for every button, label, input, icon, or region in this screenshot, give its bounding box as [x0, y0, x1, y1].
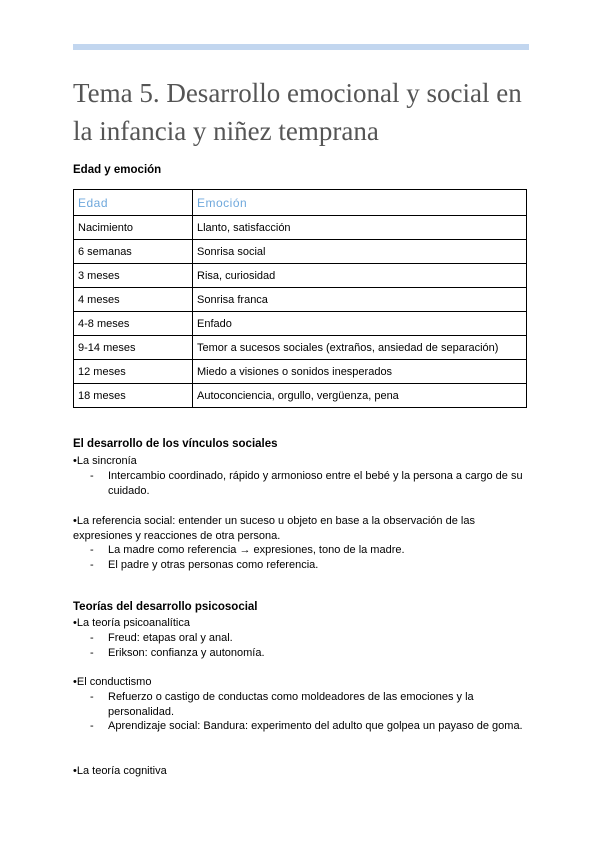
dash-marker: -	[90, 544, 94, 556]
age-cell: 9-14 meses	[74, 336, 193, 360]
bullet-referencia-social: •La referencia social: entender un suceso u objeto en base a la observación de las expresiones y reacciones de otra persona.	[73, 515, 475, 542]
age-cell: 12 meses	[74, 360, 193, 384]
list-item-text: El padre y otras personas como referencia.	[108, 559, 319, 571]
list-item	[90, 631, 530, 646]
list-item	[90, 646, 530, 661]
column-header-edad: Edad	[74, 190, 193, 216]
section-heading-vinculos: El desarrollo de los vínculos sociales	[73, 438, 278, 450]
age-cell: 4 meses	[74, 288, 193, 312]
column-header-emocion: Emoción	[193, 190, 527, 216]
dash-marker: -	[90, 691, 94, 703]
emotion-cell: Autoconciencia, orgullo, vergüenza, pena	[193, 384, 527, 408]
document-title: Tema 5. Desarrollo emocional y social en la infancia y niñez temprana	[73, 78, 522, 146]
age-cell: 18 meses	[74, 384, 193, 408]
emotion-cell: Miedo a visiones o sonidos inesperados	[193, 360, 527, 384]
table-header-row	[74, 190, 527, 216]
list-item-text: Intercambio coordinado, rápido y armonioso entre el bebé y la persona a cargo de su cuidado.	[108, 470, 523, 497]
table-row	[74, 264, 527, 288]
age-cell: 4-8 meses	[74, 312, 193, 336]
dash-marker: -	[90, 720, 94, 732]
section-heading-edad-emocion: Edad y emoción	[73, 164, 162, 176]
table-row	[74, 312, 527, 336]
bullet-psicoanalitica: •La teoría psicoanalítica	[73, 617, 190, 629]
table-row	[74, 336, 527, 360]
dash-marker: -	[90, 647, 94, 659]
age-emotion-table	[73, 189, 527, 408]
list-item-text: Refuerzo o castigo de conductas como moldeadores de las emociones y la personalidad.	[108, 691, 474, 718]
header-accent-bar	[73, 44, 529, 50]
table-row	[74, 288, 527, 312]
dash-marker: -	[90, 632, 94, 644]
emotion-cell: Llanto, satisfacción	[193, 216, 527, 240]
list-item-text: Erikson: confianza y autonomía.	[108, 647, 265, 659]
list-item	[90, 690, 530, 720]
age-cell: 3 meses	[74, 264, 193, 288]
emotion-cell: Sonrisa franca	[193, 288, 527, 312]
list-item	[90, 558, 530, 573]
list-item-text: Freud: etapas oral y anal.	[108, 632, 233, 644]
emotion-cell: Temor a sucesos sociales (extraños, ansiedad de separación)	[193, 336, 527, 360]
emotion-cell: Enfado	[193, 312, 527, 336]
dash-marker: -	[90, 559, 94, 571]
list-item	[90, 543, 530, 558]
age-cell: 6 semanas	[74, 240, 193, 264]
table-row	[74, 240, 527, 264]
list-item	[90, 719, 530, 734]
table-row	[74, 360, 527, 384]
section-heading-teorias: Teorías del desarrollo psicosocial	[73, 601, 258, 613]
age-cell: Nacimiento	[74, 216, 193, 240]
emotion-cell: Risa, curiosidad	[193, 264, 527, 288]
list-item-text: Aprendizaje social: Bandura: experimento del adulto que golpea un payaso de goma.	[108, 720, 523, 732]
dash-marker: -	[90, 470, 94, 482]
bullet-sincronia: •La sincronía	[73, 455, 137, 467]
table-row	[74, 384, 527, 408]
list-item-text: La madre como referencia → expresiones, tono de la madre.	[108, 544, 405, 556]
emotion-cell: Sonrisa social	[193, 240, 527, 264]
bullet-teoria-cognitiva: •La teoría cognitiva	[73, 765, 167, 777]
table-row	[74, 216, 527, 240]
list-item	[90, 469, 530, 499]
bullet-conductismo: •El conductismo	[73, 676, 152, 688]
